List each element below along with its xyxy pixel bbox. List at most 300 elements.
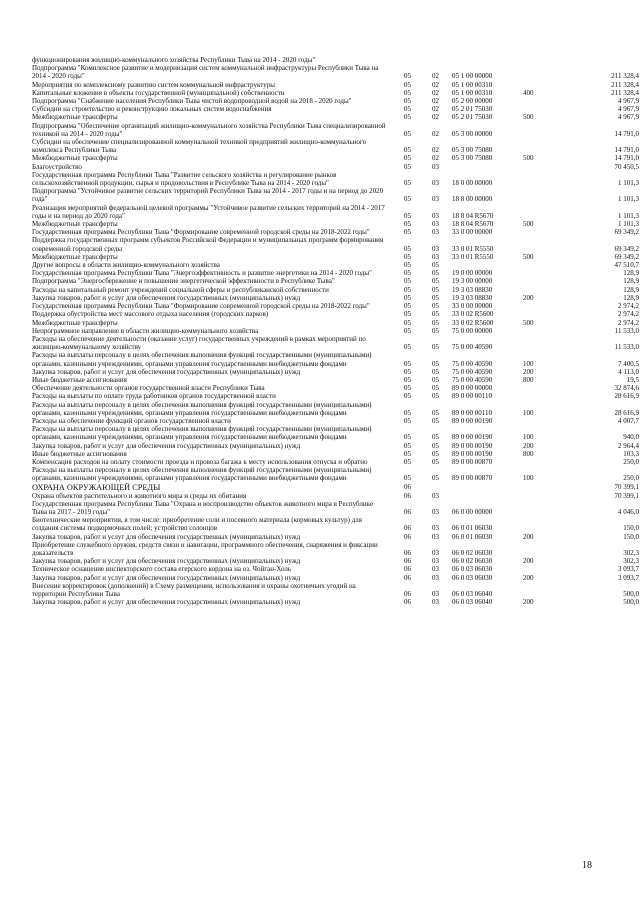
row-name: Расходы на выплаты персоналу в целях обеспечения выполнения функций государственными (муниципальными) органами, казенными учреждениями, органами управления государственными внебюджетными фондами (32, 425, 372, 442)
row-subsection-code: 02 (432, 113, 439, 122)
row-subsection-code: 05 (432, 367, 439, 376)
row-section-code: 06 (404, 491, 411, 500)
row-target-article: 33 0 02 R5600 (452, 310, 494, 319)
row-expense-type (523, 500, 557, 516)
table-row (32, 384, 639, 392)
row-section-code: 05 (404, 154, 411, 163)
row-subsection-code: 02 (432, 105, 439, 114)
row-amount: 11 533,0 (614, 326, 639, 335)
row-section-code: 05 (404, 97, 411, 106)
row-section-code: 06 (404, 565, 411, 574)
row-expense-type (523, 261, 557, 269)
table-row (32, 500, 639, 516)
row-amount: 70 399,1 (614, 491, 639, 500)
row-expense-type (523, 516, 557, 532)
row-subsection-code: 05 (432, 433, 439, 442)
row-amount: 1 101,3 (618, 179, 639, 188)
row-subsection-code (432, 483, 452, 492)
row-section-code: 05 (404, 228, 411, 237)
row-section-code: 05 (404, 367, 411, 376)
row-section-code: 06 (404, 483, 411, 492)
row-subsection-code: 05 (432, 326, 439, 335)
row-name: функционирования жилищно-коммунального хозяйства Республики Тыва на 2014 - 2020 годы" (32, 56, 316, 64)
row-expense-type: 800 (523, 375, 534, 384)
table-row (32, 113, 639, 121)
row-subsection-code: 03 (432, 532, 439, 541)
row-expense-type (523, 269, 557, 277)
row-target-article: 89 0 00 00190 (452, 416, 493, 425)
row-section-code: 06 (404, 548, 411, 557)
row-expense-type: 100 (523, 474, 534, 483)
row-name: Поддержка обустройства мест массового отдыха населения (городских парков) (32, 310, 269, 319)
row-expense-type (523, 138, 557, 154)
row-expense-type (523, 56, 557, 64)
row-section-code: 05 (404, 269, 411, 278)
row-target-article: 19 3 03 08830 (452, 285, 493, 294)
row-subsection-code: 05 (432, 285, 439, 294)
row-target-article: 05 3 00 75080 (452, 154, 493, 163)
row-section-code: 06 (404, 590, 411, 598)
row-expense-type (523, 105, 557, 113)
row-amount: 500,0 (623, 598, 639, 607)
row-target-article: 06 0 03 06030 (452, 573, 493, 582)
row-expense-type: 500 (523, 154, 534, 163)
table-row (32, 105, 639, 113)
row-subsection-code: 05 (432, 343, 439, 352)
row-expense-type: 200 (523, 598, 534, 607)
row-target-article: 06 0 01 06030 (452, 532, 493, 541)
row-amount: 2 964,4 (618, 441, 639, 450)
row-subsection-code: 03 (432, 590, 439, 598)
row-name: Биотехнические мероприятия, в том числе: приобретение соли и посевного материала (кормовых культур) для создания системы подкормочных полей; устройство солонцов (32, 516, 362, 533)
row-name: Государственная программа Республики Тыва "Формирование современной городской среды на 2018-2022 годы" (32, 228, 370, 237)
row-expense-type (523, 122, 557, 138)
row-subsection-code: 05 (432, 293, 439, 302)
row-subsection-code: 03 (432, 557, 439, 566)
row-expense-type: 100 (523, 433, 534, 442)
table-row (32, 154, 639, 162)
row-name: ОХРАНА ОКРУЖАЮЩЕЙ СРЕДЫ (32, 482, 161, 492)
row-expense-type (523, 310, 557, 318)
row-subsection-code: 05 (432, 457, 439, 466)
row-amount: 2 974,2 (618, 302, 639, 311)
row-target-article: 75 0 00 40590 (452, 367, 493, 376)
row-name: Расходы на капитальный ремонт учреждений социальной сферы и республиканской собственности (32, 285, 329, 294)
table-row (32, 582, 639, 598)
table-row (32, 261, 639, 269)
table-row (32, 492, 639, 500)
row-name: Расходы на выплаты персоналу в целях обеспечения выполнения функций государственными (муниципальными) органами, казенными учреждениями, органами управления государственными внебюджетными фондами (32, 351, 372, 368)
row-expense-type (523, 483, 557, 492)
row-name: Иные бюджетные ассигнования (32, 449, 127, 458)
row-section-code: 05 (404, 88, 411, 97)
row-target-article: 89 0 00 00110 (452, 392, 492, 401)
table-row (32, 466, 639, 482)
row-subsection-code: 03 (432, 195, 439, 204)
row-target-article: 06 0 02 06030 (452, 557, 493, 566)
row-section-code: 06 (404, 598, 411, 607)
row-name: Субсидии на обеспечение специализированной коммунальной техникой предприятий жилищно-коммунального комплекса Республики Тыва (32, 138, 367, 155)
row-expense-type: 100 (523, 359, 534, 368)
table-row (32, 286, 639, 294)
row-name: Подпрограмма "Обеспечение организаций жилищно-коммунального хозяйства Республики Тыва специализированной техникой на 2014 - 2020 годы" (32, 121, 386, 138)
row-target-article: 19 3 03 08830 (452, 293, 493, 302)
row-section-code: 05 (404, 277, 411, 286)
row-name: Закупка товаров, работ и услуг для обеспечения государственных (муниципальных) нужд (32, 557, 301, 566)
row-section-code: 05 (404, 310, 411, 319)
table-row (32, 171, 639, 187)
row-section-code: 05 (404, 392, 411, 401)
table-row (32, 557, 639, 565)
row-subsection-code: 02 (432, 97, 439, 106)
row-target-article: 18 8 04 R5670 (452, 220, 494, 229)
row-name: Субсидии на строительство и реконструкцию локальных систем водоснабжения (32, 105, 272, 114)
row-section-code (404, 56, 432, 64)
row-name: Закупка товаров, работ и услуг для обеспечения государственных (муниципальных) нужд (32, 441, 301, 450)
row-subsection-code: 05 (432, 375, 439, 384)
row-subsection-code: 02 (432, 88, 439, 97)
row-subsection-code: 03 (432, 252, 439, 261)
row-amount: 2 974,2 (618, 318, 639, 327)
row-subsection-code: 02 (432, 154, 439, 163)
row-name: Внесение корректировок (дополнений) в Схему размещения, использования и охраны охотничьих угодий на территории Республики Тыва (32, 581, 356, 598)
table-row (32, 138, 639, 154)
row-subsection-code: 05 (432, 302, 439, 311)
row-expense-type: 200 (523, 441, 534, 450)
row-expense-type: 500 (523, 318, 534, 327)
row-amount: 28 616,9 (614, 392, 639, 401)
row-target-article: 05 3 00 75080 (452, 146, 493, 155)
table-row (32, 598, 639, 606)
table-row (32, 335, 639, 351)
row-name: Межбюджетные трансферты (32, 220, 118, 229)
row-name: Непрограммное направление в области жилищно-коммунального хозяйства (32, 326, 259, 335)
page-number: 18 (582, 860, 592, 871)
row-target-article: 89 0 00 00110 (452, 408, 492, 417)
table-row (32, 483, 639, 492)
row-section-code: 05 (404, 416, 411, 425)
table-row (32, 228, 639, 236)
row-subsection-code: 05 (432, 474, 439, 483)
row-amount: 4 007,7 (618, 416, 639, 425)
row-subsection-code: 02 (432, 80, 439, 89)
table-row (32, 401, 639, 417)
row-section-code: 05 (404, 359, 411, 368)
table-row (32, 516, 639, 532)
row-amount: 70 399,1 (614, 483, 639, 492)
row-expense-type: 500 (523, 113, 534, 122)
row-target-article: 89 0 00 00870 (452, 474, 493, 483)
row-subsection-code: 05 (432, 384, 439, 393)
row-target-article (452, 261, 523, 269)
row-name: Закупка товаров, работ и услуг для обеспечения государственных (муниципальных) нужд (32, 293, 301, 302)
row-expense-type (523, 417, 557, 425)
table-row (32, 450, 639, 458)
row-subsection-code (432, 56, 452, 64)
row-amount: 4 967,9 (618, 113, 639, 122)
row-amount: 14 791,0 (614, 154, 639, 163)
row-section-code: 05 (404, 449, 411, 458)
row-target-article: 33 0 02 R5600 (452, 318, 494, 327)
row-section-code: 05 (404, 252, 411, 261)
row-target-article: 33 0 01 R5550 (452, 244, 494, 253)
table-row (32, 541, 639, 557)
row-section-code: 05 (404, 384, 411, 393)
row-section-code: 05 (404, 244, 411, 253)
row-amount: 128,9 (623, 293, 639, 302)
row-section-code: 06 (404, 507, 411, 516)
table-row (32, 97, 639, 105)
table-row (32, 565, 639, 573)
row-target-article (452, 492, 523, 500)
row-amount: 500,0 (623, 590, 639, 598)
table-row (32, 253, 639, 261)
row-amount: 69 349,2 (614, 244, 639, 253)
row-section-code: 05 (404, 285, 411, 294)
row-name: Подпрограмма "Энергосбережение и повышение энергетической эффективности в Республике Тыва" (32, 277, 335, 286)
row-target-article: 89 0 00 00190 (452, 441, 493, 450)
row-section-code: 05 (404, 302, 411, 311)
row-name: Благоустройство (32, 162, 82, 171)
table-row (32, 425, 639, 441)
row-amount: 28 616,9 (614, 408, 639, 417)
row-expense-type (523, 286, 557, 294)
row-target-article: 75 0 00 40590 (452, 343, 493, 352)
row-subsection-code: 03 (432, 507, 439, 516)
row-target-article: 19 3 00 00000 (452, 277, 493, 286)
row-section-code: 05 (404, 441, 411, 450)
row-amount: 4 967,9 (618, 97, 639, 106)
row-amount: 302,3 (623, 548, 639, 557)
row-amount: 128,9 (623, 269, 639, 278)
row-section-code: 06 (404, 532, 411, 541)
row-target-article: 06 0 01 06030 (452, 524, 493, 533)
table-row (32, 392, 639, 400)
row-target-article: 89 0 00 00190 (452, 433, 493, 442)
row-expense-type: 200 (523, 532, 534, 541)
table-row (32, 269, 639, 277)
row-amount: 7 400,5 (618, 359, 639, 368)
row-expense-type (523, 81, 557, 89)
row-section-code: 05 (404, 129, 411, 138)
row-name: Подпрограмма "Снабжение населения Республики Тыва чистой водопроводной водой на 2018 - 2020 годы" (32, 97, 352, 106)
row-amount: 250,0 (623, 457, 639, 466)
row-expense-type (523, 97, 557, 105)
row-target-article: 05 3 00 00000 (452, 129, 493, 138)
row-expense-type: 100 (523, 408, 534, 417)
row-section-code: 05 (404, 80, 411, 89)
row-name: Межбюджетные трансферты (32, 113, 118, 122)
row-amount: 14 791,0 (614, 129, 639, 138)
row-name: Расходы на выплаты по оплате труда работников органов государственной власти (32, 392, 276, 401)
row-name: Приобретение служебного оружия, средств связи и навигации, программного обеспечения, снаряжения и фиксации доказательств (32, 540, 378, 557)
row-amount: 69 349,2 (614, 252, 639, 261)
row-name: Поддержка государственных программ субъектов Российской Федерации и муниципальных программ формирования современной городской среды (32, 236, 384, 253)
row-expense-type (523, 302, 557, 310)
budget-table (32, 56, 639, 606)
table-row (32, 204, 639, 220)
table-row (32, 236, 639, 252)
row-amount: 4 046,0 (618, 507, 639, 516)
row-target-article (452, 56, 523, 64)
row-section-code: 06 (404, 557, 411, 566)
row-section-code: 05 (404, 72, 411, 81)
row-amount: 19,5 (626, 375, 639, 384)
row-amount (557, 56, 639, 64)
table-row (32, 89, 639, 97)
row-expense-type: 400 (523, 88, 534, 97)
row-subsection-code: 05 (432, 277, 439, 286)
row-subsection-code: 05 (432, 416, 439, 425)
row-subsection-code: 03 (432, 548, 439, 557)
row-target-article: 33 0 01 R5550 (452, 252, 494, 261)
row-target-article: 05 2 01 75030 (452, 105, 493, 114)
row-section-code: 05 (404, 326, 411, 335)
row-name: Расходы на выплаты персоналу в целях обеспечения выполнения функций государственными (муниципальными) органами, казенными учреждениями, органами управления государственными внебюджетными фондами (32, 400, 372, 417)
table-row (32, 122, 639, 138)
row-subsection-code: 03 (432, 244, 439, 253)
row-section-code: 05 (404, 433, 411, 442)
row-amount: 211 328,4 (611, 80, 639, 89)
row-amount: 211 328,4 (611, 88, 639, 97)
table-row (32, 64, 639, 80)
row-subsection-code: 03 (432, 524, 439, 533)
row-target-article: 33 0 00 00000 (452, 228, 493, 237)
row-target-article: 05 2 01 75030 (452, 113, 493, 122)
row-section-code: 05 (404, 457, 411, 466)
row-name: Реализация мероприятий федеральной целевой программы "Устойчивое развитие сельских территорий на 2014 - 2017 годы и на период до 2020 года" (32, 203, 385, 220)
table-row (32, 442, 639, 450)
row-section-code: 05 (404, 195, 411, 204)
row-amount: 3 093,7 (618, 573, 639, 582)
row-section-code: 05 (404, 261, 411, 270)
row-amount: 14 791,0 (614, 146, 639, 155)
row-amount: 11 533,0 (614, 343, 639, 352)
row-amount: 4 113,0 (618, 367, 639, 376)
row-name: Иные бюджетные ассигнования (32, 375, 127, 384)
row-amount: 32 874,6 (614, 384, 639, 393)
row-amount: 70 450,5 (614, 162, 639, 171)
row-expense-type: 200 (523, 293, 534, 302)
row-amount: 128,9 (623, 277, 639, 286)
row-name: Закупка товаров, работ и услуг для обеспечения государственных (муниципальных) нужд (32, 367, 301, 376)
row-expense-type (523, 582, 557, 598)
row-target-article: 06 0 00 00000 (452, 507, 493, 516)
row-target-article: 18 8 04 R5670 (452, 211, 494, 220)
table-row (32, 319, 639, 327)
row-amount: 1 101,3 (618, 211, 639, 220)
row-section-code: 05 (404, 375, 411, 384)
row-expense-type (523, 171, 557, 187)
row-expense-type (523, 163, 557, 171)
row-section-code: 05 (404, 113, 411, 122)
row-amount: 1 101,3 (618, 220, 639, 229)
row-name: Межбюджетные трансферты (32, 318, 118, 327)
table-row (32, 302, 639, 310)
row-expense-type (523, 458, 557, 466)
row-target-article: 06 0 03 06030 (452, 565, 493, 574)
row-section-code: 05 (404, 408, 411, 417)
table-row (32, 56, 639, 64)
row-name: Охрана объектов растительного и животного мира и среды их обитания (32, 491, 247, 500)
row-subsection-code: 05 (432, 318, 439, 327)
row-subsection-code: 05 (432, 441, 439, 450)
row-name: Государственная программа Республики Тыва "Развитие сельского хозяйства и регулирование рынков сельскохозяйственной продукции, сырья и продовольствия в Республике Тыва на 2014 - 2020 годы" (32, 170, 337, 188)
row-amount: 211 328,4 (611, 72, 639, 81)
row-name: Государственная программа Республики Тыва "Формирование современной городской среды на 2018-2022 годы" (32, 302, 370, 311)
row-target-article: 06 0 02 06030 (452, 548, 493, 557)
row-section-code: 05 (404, 474, 411, 483)
row-amount: 69 349,2 (614, 228, 639, 237)
row-amount: 940,0 (623, 433, 639, 442)
row-target-article: 75 0 00 40590 (452, 375, 493, 384)
row-target-article (452, 483, 523, 492)
row-expense-type: 200 (523, 573, 534, 582)
row-name: Закупка товаров, работ и услуг для обеспечения государственных (муниципальных) нужд (32, 532, 301, 541)
row-name: Компенсация расходов на оплату стоимости проезда и провоза багажа к месту использования отпуска и обратно (32, 457, 368, 466)
table-row (32, 417, 639, 425)
row-expense-type (523, 492, 557, 500)
row-name: Капитальные вложения в объекты государственной (муниципальной) собственности (32, 88, 285, 97)
row-amount: 47 510,7 (614, 261, 639, 270)
row-name: Обеспечение деятельности органов государственной власти Республики Тыва (32, 384, 265, 393)
row-subsection-code: 03 (432, 162, 439, 171)
row-name: Другие вопросы в области жилищно-коммунального хозяйства (32, 261, 220, 270)
table-row (32, 458, 639, 466)
row-subsection-code: 05 (432, 449, 439, 458)
row-name: Государственная программа Республики Тыва "Энергоэффективность и развитие энергетики на 2014 - 2020 годы" (32, 269, 372, 278)
row-expense-type (523, 236, 557, 252)
row-expense-type (523, 228, 557, 236)
row-expense-type: 500 (523, 220, 534, 229)
row-section-code: 05 (404, 179, 411, 188)
table-row (32, 187, 639, 203)
row-name: Расходы на выплаты персоналу в целях обеспечения выполнения функций государственными (муниципальными) органами, казенными учреждениями, органами управления государственными внебюджетными фондами (32, 466, 372, 483)
row-subsection-code: 03 (432, 598, 439, 607)
row-target-article: 05 2 00 00000 (452, 97, 493, 106)
row-section-code: 05 (404, 211, 411, 220)
row-expense-type: 800 (523, 449, 534, 458)
budget-document (32, 56, 639, 607)
row-target-article: 05 1 00 00310 (452, 88, 493, 97)
row-section-code: 05 (404, 318, 411, 327)
row-target-article: 18 8 00 00000 (452, 195, 493, 204)
row-expense-type: 200 (523, 557, 534, 566)
row-expense-type (523, 187, 557, 203)
row-amount: 103,3 (623, 449, 639, 458)
row-section-code: 05 (404, 162, 411, 171)
row-amount: 150,0 (623, 524, 639, 533)
row-expense-type (523, 277, 557, 285)
row-name: Закупка товаров, работ и услуг для обеспечения государственных (муниципальных) нужд (32, 573, 301, 582)
row-name: Межбюджетные трансферты (32, 252, 118, 261)
row-subsection-code: 03 (432, 228, 439, 237)
row-amount: 302,3 (623, 557, 639, 566)
row-amount: 250,0 (623, 474, 639, 483)
row-amount: 150,0 (623, 532, 639, 541)
row-section-code: 05 (404, 105, 411, 114)
row-name: Техническое оснащение инспекторского состава егерского кордона на оз. Чойган-Холь (32, 565, 292, 574)
row-subsection-code: 03 (432, 211, 439, 220)
row-target-article: 06 0 03 06040 (452, 598, 493, 607)
row-expense-type: 500 (523, 252, 534, 261)
row-subsection-code: 03 (432, 220, 439, 229)
row-subsection-code: 05 (432, 392, 439, 401)
row-target-article: 05 1 00 00310 (452, 80, 493, 89)
table-row (32, 277, 639, 285)
row-name: Государственная программа Республики Тыва "Охрана и воспроизводство объектов животного мира в Республике Тыва на 2017 - 2019 годы" (32, 499, 373, 516)
row-target-article: 19 0 00 00000 (452, 269, 493, 278)
